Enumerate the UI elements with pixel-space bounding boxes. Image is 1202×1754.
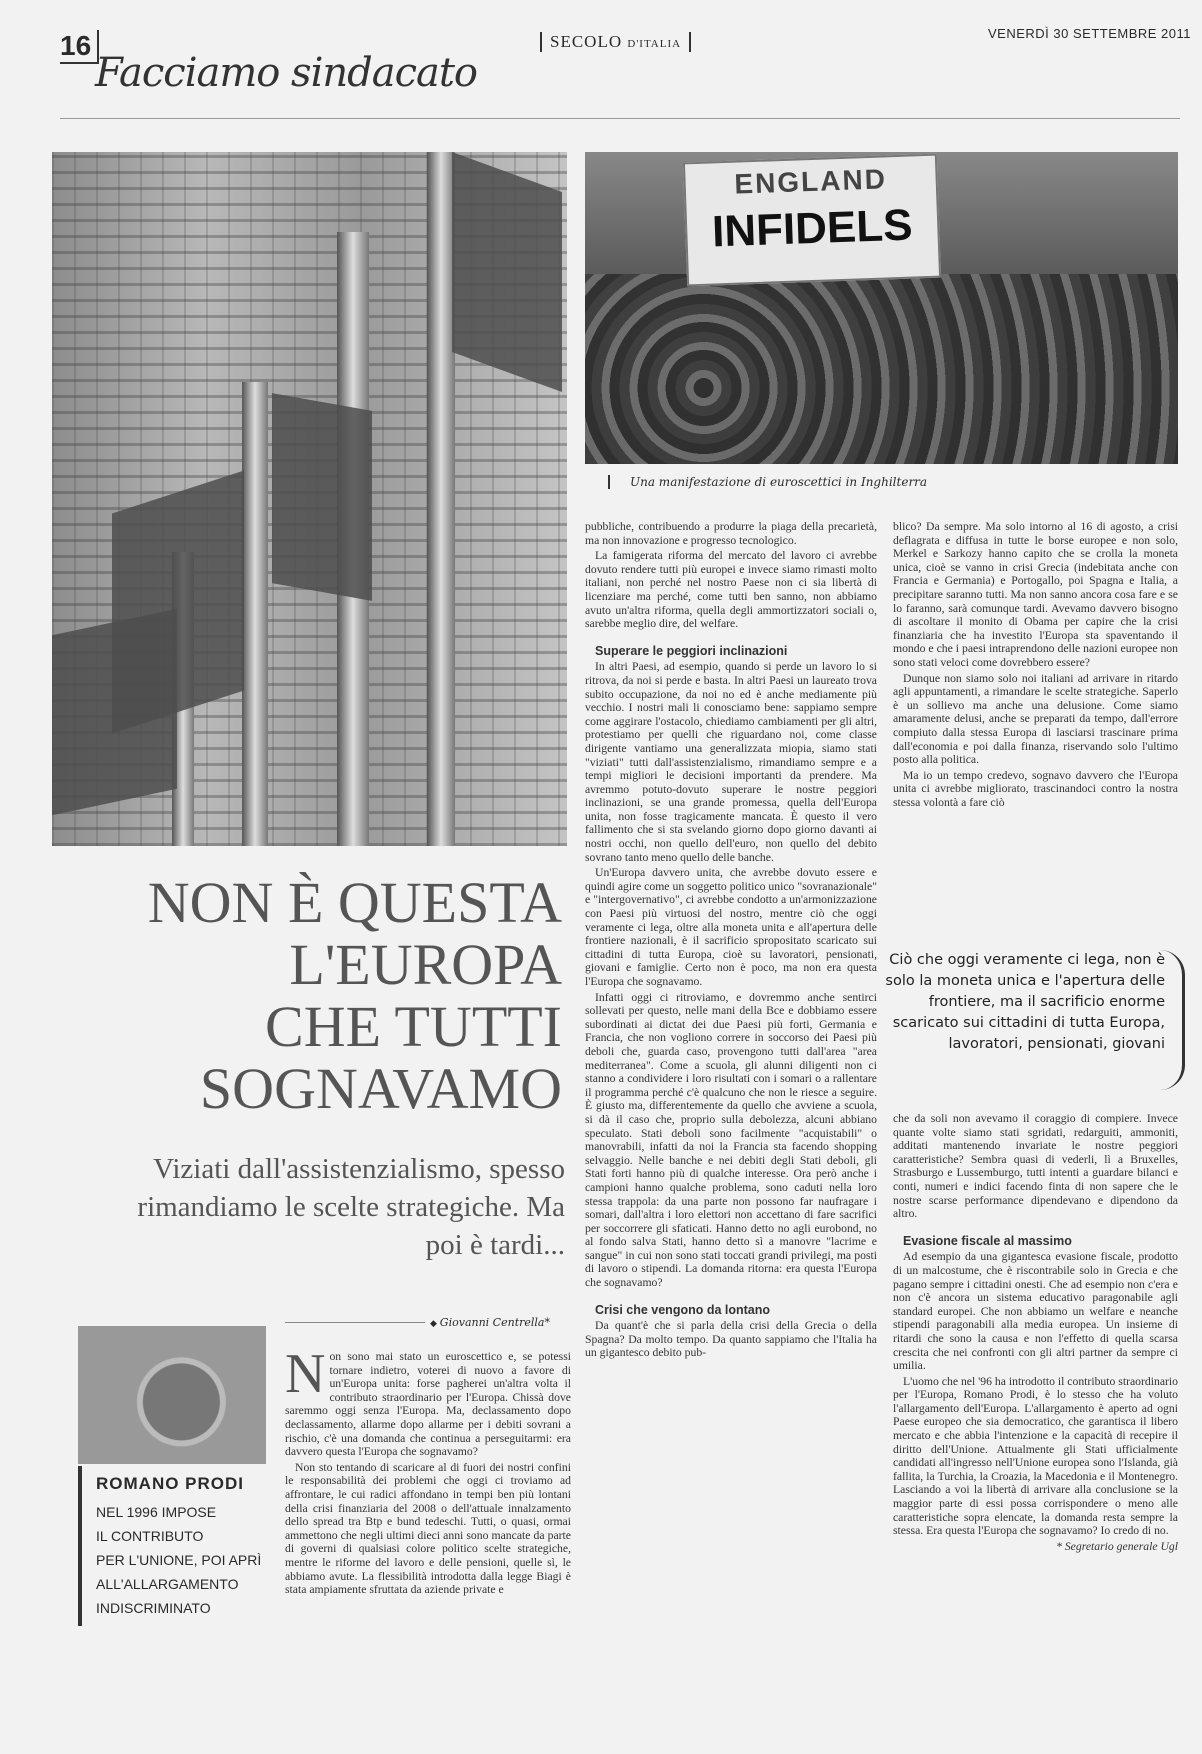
sidebar-name: ROMANO PRODI [96, 1474, 244, 1493]
subheadline: Viziati dall'assistenzialismo, spesso rimandiamo le scelte strategiche. Ma poi è tardi... [137, 1153, 565, 1261]
eu-flags-photo [52, 152, 567, 846]
masthead-title: SECOLO [550, 32, 623, 51]
article-paragraph: che da soli non avevamo il coraggio di compiere. Invece quante volte siamo stati sgridati, redarguiti, ammoniti, additati mantenendo invariate le nostre peggiori caratteristiche? Sembra quasi di vederli, lì a Bruxelles, Strasburgo e Lussemburgo, tutti intenti a guardare bilanci e conti, numeri e indici facendo finta di non sapere che le nostre scarse performance dipendevano e dipendono da altro. [893, 1112, 1178, 1221]
banner-line-2: INFIDELS [711, 200, 914, 257]
sidebar-text [96, 1500, 266, 1620]
banner-line-1: ENGLAND [733, 163, 888, 200]
byline: ◆ Giovanni Centrella* [430, 1316, 550, 1329]
section-heading: Superare le peggiori inclinazioni [595, 643, 788, 658]
pull-quote-brace [1160, 950, 1185, 1090]
sidebar-line: PER L'UNIONE, POI APRÌ [96, 1552, 262, 1568]
flagpole [427, 152, 455, 846]
page-number: 16 [60, 30, 99, 64]
article-paragraph: Non sto tentando di scaricare al di fuori dei nostri confini le responsabilità dei problemi che oggi ci troviamo ad affrontare, le cui radici affondano in tempi ben più lontani della crisi finanziaria del 2008 o dell'attuale innalzamento dello spread tra Btp e bund tedeschi. Tutti, o quasi, ormai ammettono che negli ultimi dieci anni sono mancate da parte di governi di qualsiasi colore politico scelte strategiche, mentre le riforme del lavoro e delle pensioni, quelle sì, le abbiamo avute. La flessibilità introdotta dalla legge Biagi è stata ampiamente sfruttata da aziende private e [285, 1460, 571, 1597]
article-paragraph: In altri Paesi, ad esempio, quando si perde un lavoro lo si ritrova, da noi si perde e basta. In altri Paesi un laureato trova subito occupazione, da noi no ed è anche mediamente più vecchio. I nostri mali li conosciamo bene: sappiamo sempre come aggirare l'ostacolo, chiediamo cambiamenti per gli altri, protestiamo per quelli che riguardano noi, come classe dirigente vantiamo una generalizzata miopia, siamo stati "viziati" tutti dall'assistenzialismo, rimandiamo sempre e a tempi migliori le decisioni importanti da prendere. Ma avremmo potuto-dovuto superare le nostre peggiori inclinazioni, se una grande promessa, quella dell'Europa unita, non fosse tragicamente mancata. È questo il vero fallimento che si sta svelando giorno dopo giorno davanti ai nostri occhi, non quello dell'euro, non quello del debito sovrano tanto meno quello delle banche. [585, 660, 877, 864]
protest-banner [683, 154, 941, 287]
crowd [585, 274, 1178, 464]
headline-line: NON È QUESTA [147, 870, 562, 935]
headline [130, 872, 562, 1120]
article-column-3-bottom [893, 1112, 1178, 1742]
eu-flag [112, 471, 244, 734]
headline-line: CHE TUTTI [265, 994, 562, 1059]
flagpole [242, 382, 268, 846]
sidebar-line: IL CONTRIBUTO [96, 1528, 204, 1544]
section-rubric: Facciamo sindacato [95, 50, 477, 96]
byline-rule [285, 1322, 425, 1323]
protest-photo [585, 152, 1178, 464]
article-paragraph: Non sono mai stato un euroscettico e, se potessi tornare indietro, voterei di nuovo a favore di un'Europa unita: forse pagherei un'altra volta il contributo straordinario per l'Europa. Chissà dove saremmo oggi senza l'Europa. Ma, declassamento dopo declassamento, allarme dopo allarme per i debiti sovrani a rischio, c'è una domanda che continua a perseguitarmi: era davvero questa l'Europa che sognavamo? [285, 1350, 571, 1459]
header-rule [60, 118, 1180, 119]
masthead-suffix: D'ITALIA [627, 38, 682, 50]
article-paragraph: Un'Europa davvero unita, che avrebbe dovuto essere e quindi agire come un soggetto politico unico "sovranazionale" e "intergovernativo", ci avrebbe condotto a un'armonizzazione con Paesi più virtuosi del nostro, mentre ciò che oggi veramente ci lega, oltre alla moneta unita e all'apertura delle frontiere nazionali, è il sacrificio spropositato scaricato sui cittadini di tutta Europa, cioè su lavoratori, pensionati, giovani e famiglie. Certo non è poco, ma non era questa l'Europa che sognavamo. [585, 866, 877, 988]
dateline: VENERDÌ 30 SETTEMBRE 2011 [988, 26, 1191, 41]
article-paragraph: La famigerata riforma del mercato del lavoro ci avrebbe dovuto rendere tutti più europei e invece siamo rimasti molto italiani, non perché nel nostro Paese non ci sia libertà di licenziare ma perché, come tutti ben sanno, non abbiamo avuto un'altra riforma, quella degli ammortizzatori sociali o, sarebbe meglio dire, del welfare. [585, 549, 877, 631]
drop-cap: N [285, 1350, 326, 1405]
article-column-1 [285, 1350, 571, 1735]
article-paragraph: Ad esempio da una gigantesca evasione fiscale, prodotto di un malcostume, che è riscontrabile solo in Grecia e che pagano sempre i cittadini onesti. Che ad esempio non c'era e non c'è ancora un sistema educativo paragonabile agli standard europei. Che non abbiamo un welfare e neanche stipendi paragonabili alla media europea. Un insieme di ritardi che sono la causa e non l'effetto di quella scarsa crescita che nei confronti con gli altri partner da sempre ci umilia. [893, 1250, 1178, 1373]
pull-quote: Ciò che oggi veramente ci lega, non è solo la moneta unica e l'apertura delle frontiere, ma il sacrificio enorme scaricato sui cittadini di tutta Europa, lavoratori, pensionati, giovani [885, 952, 1165, 1052]
headline-line: L'EUROPA [289, 932, 562, 997]
article-paragraph: Infatti oggi ci ritroviamo, e dovremmo anche sentirci sollevati per questo, nelle mani della Bce e dobbiamo essere subordinati ai dictat dei due Paesi più forti, Germania e Francia, che non vogliono correre in soccorso dei Paesi più deboli che, guarda caso, provengono tutti dall'area "area mediterranea". Come a scuola, gli alunni diligenti non ci stanno a condividere i loro risultati con i somari o a rallentare il programma perché c'è qualcuno che non le riesce a seguire. È giusto ma, differentemente da quello che avviene a scuola, si dà il caso che, proprio sulla debolezza, alcuni abbiano speculato. Stati deboli sono facilmente "acquistabili" o manovrabili, infatti da noi la Francia sta facendo shopping selvaggio. Nelle banche e nei debiti degli Stati deboli, gli Stati forti hanno più di qualche interesse. Ora però anche i campioni hanno qualche problema, sono caduti nella loro stessa trappola: da una parte non possono far naufragare i somari, dall'altra i loro elettori non accettano di fare sacrifici per soccorrere gli sfaticati. Hanno detto no agli eurobond, no al fondo salva Stati, hanno detto sì a manovre "lacrime e sangue" in cui non sono stati toccati grandi privilegi, ma posti di lavoro o stipendi. La domanda ritorna: era questa l'Europa che sognavamo? [585, 990, 877, 1290]
author-footnote: * Segretario generale Ugl [1056, 1539, 1178, 1553]
section-heading: Crisi che vengono da lontano [595, 1302, 771, 1317]
headline-line: SOGNAVAMO [199, 1056, 562, 1121]
sidebar-line: ALL'ALLARGAMENTO [96, 1576, 239, 1592]
masthead [540, 32, 691, 52]
article-column-3-top [893, 520, 1178, 940]
prodi-portrait [78, 1326, 266, 1464]
section-heading: Evasione fiscale al massimo [903, 1233, 1072, 1248]
article-paragraph: Da quant'è che si parla della crisi della Grecia o della Spagna? Da molto tempo. Da quanto sappiamo che l'Italia ha un gigantesco debito pub- [585, 1319, 877, 1360]
article-column-2 [585, 520, 877, 1730]
photo-caption: Una manifestazione di euroscettici in Inghilterra [608, 475, 927, 489]
article-paragraph: Dunque non siamo solo noi italiani ad arrivare in ritardo agli appuntamenti, a rimandare le scelte strategiche. Saperlo è un sollievo ma anche una delusione. Come siamo amaramente delusi, anche se preparati da tempo, dall'errore compiuto dalla stessa Europa di lasciarsi trascinare prima dall'economia e poi dalla finanza, riservando solo l'ultimo posto alla politica. [893, 671, 1178, 767]
article-paragraph: L'uomo che nel '96 ha introdotto il contributo straordinario per l'Europa, Romano Prodi, è lo stesso che ha voluto l'allargamento dell'Europa. L'allargamento è aperto ad ogni Paese europeo che sia democratico, che garantisca il libero mercato e che abbia l'intenzione e la capacità di recepire il diritto dell'Unione. Attualmente gli Stati ufficialmente candidati all'ingresso nell'Unione europea sono l'Islanda, già fallita, la Turchia, la Croazia, la Macedonia e il Montenegro. Lasciando a voi la libertà di arrivare alla conclusione se la maggior parte di essi possa corrispondere o meno alle caratteristiche sopra elencate, la domanda resta sempre la stessa. Era questa l'Europa che sognavamo? Io credo di no. [893, 1374, 1178, 1538]
flag [272, 393, 372, 601]
article-paragraph: blico? Da sempre. Ma solo intorno al 16 di agosto, a crisi deflagrata e diffusa in tutte le borse europee e non solo, Merkel e Sarkozy hanno capito che se crolla la moneta unica, cioè se vanno in crisi Grecia (indebitata anche con Francia e Germania) e Portogallo, poi Spagna e Italia, a precipitare saranno tutti. Ma non sanno ancora cosa fare e se lo faranno, sarà comunque tardi. Avevamo davvero bisogno di ascoltare il monito di Obama per capire che la crisi finanziaria che ha investito l'Europa sta spaventando il mondo e che i paesi intraprendono delle nazioni europee non sono stati veloci come dovrebbero essere? [893, 520, 1178, 669]
article-paragraph: pubbliche, contribuendo a produrre la piaga della precarietà, ma non innovazione e progresso tecnologico. [585, 520, 877, 547]
sidebar-line: NEL 1996 IMPOSE [96, 1504, 217, 1520]
article-paragraph: Ma io un tempo credevo, sognavo davvero che l'Europa unita ci avrebbe migliorato, trascinandoci contro la nostra stessa volontà a fare ciò [893, 768, 1178, 809]
eu-flag [452, 152, 562, 392]
sidebar-bar [78, 1466, 82, 1626]
sidebar-line: INDISCRIMINATO [96, 1600, 211, 1616]
